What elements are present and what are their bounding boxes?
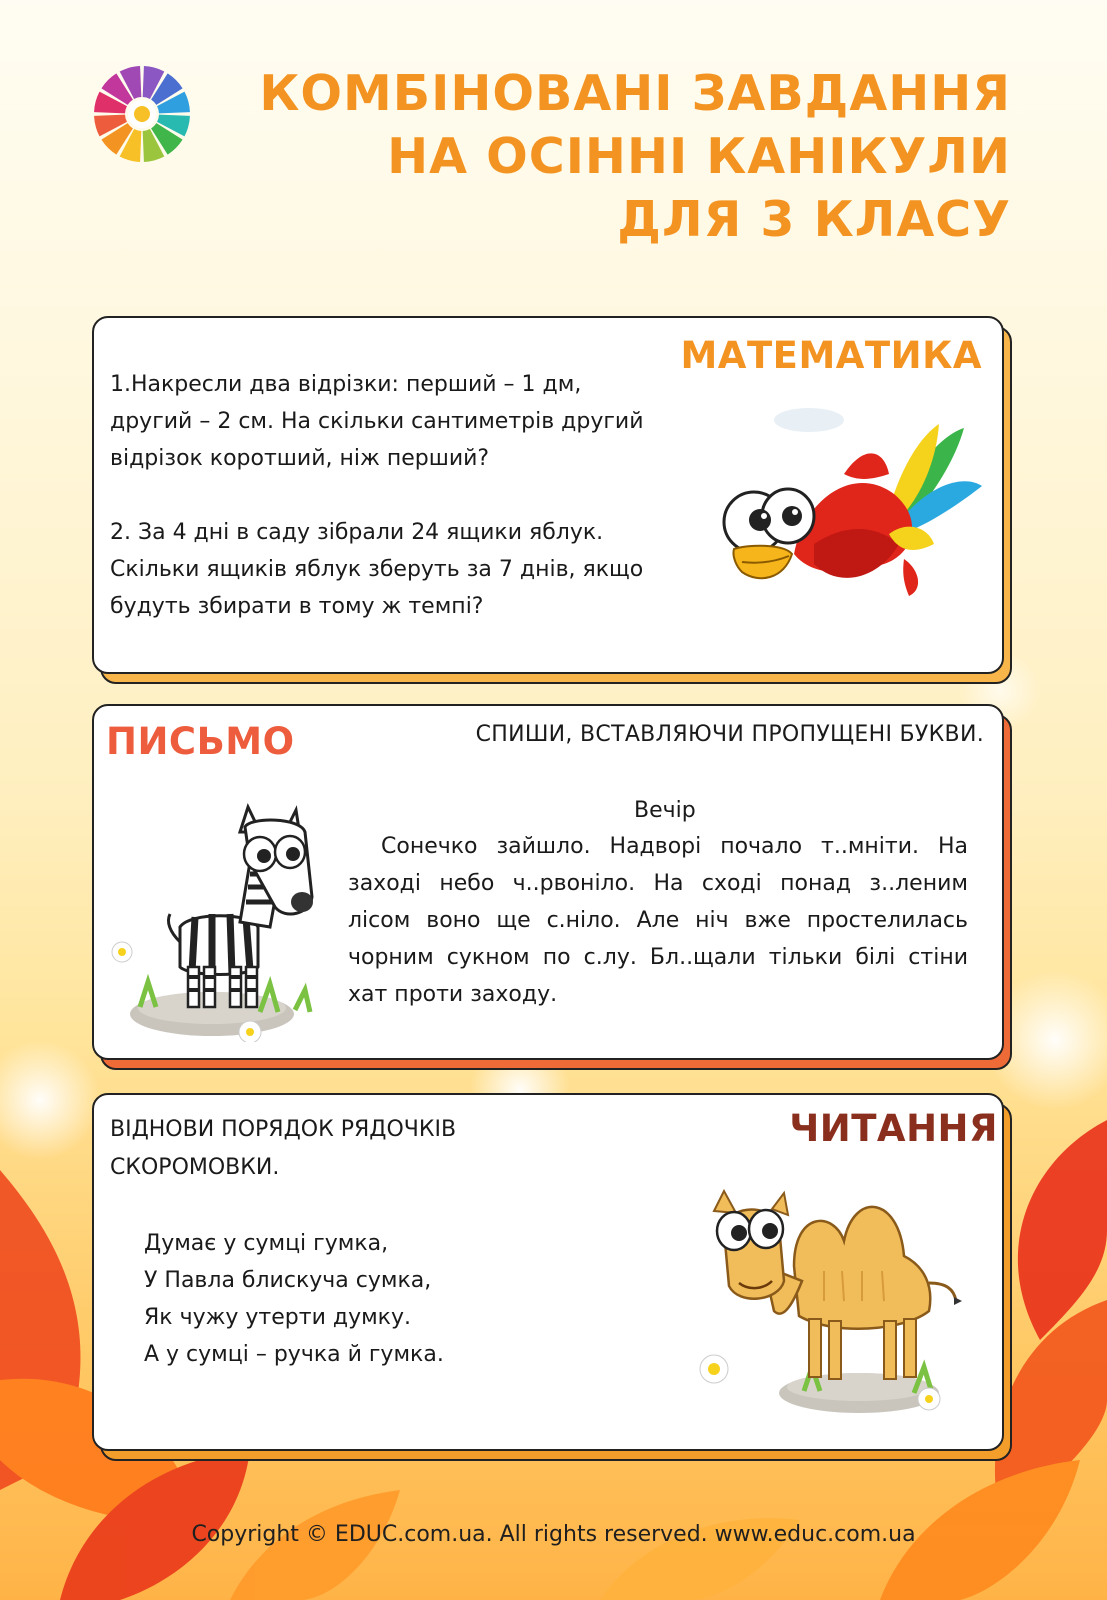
task-line: 2. За 4 дні в саду зібрали 24 ящики яблук.: [110, 520, 604, 545]
task-line: другий – 2 см. На скільки сантиметрів другий: [110, 409, 644, 434]
task-line: 1.Накресли два відрізки: перший – 1 дм,: [110, 372, 582, 397]
title-line-2: НА ОСІННІ КАНІКУЛИ: [387, 128, 1011, 185]
instruction-line: СКОРОМОВКИ.: [110, 1155, 280, 1180]
passage-text: [348, 828, 968, 1013]
poem-line: У Павла блискуча сумка,: [144, 1268, 432, 1293]
page-title: [259, 62, 1011, 251]
reading-card-body: [92, 1093, 1004, 1451]
poem-line: А у сумці – ручка й гумка.: [144, 1342, 444, 1367]
title-line-1: КОМБІНОВАНІ ЗАВДАННЯ: [259, 65, 1011, 122]
task-line: Скільки ящиків яблук зберуть за 7 днів, якщо: [110, 557, 644, 582]
writing-card-body: [92, 704, 1004, 1060]
camel-icon: [684, 1171, 984, 1421]
zebra-icon: [100, 802, 340, 1042]
passage-title: Вечір: [634, 798, 696, 823]
parrot-icon: [714, 404, 984, 604]
color-wheel-logo-icon: [92, 64, 192, 164]
poem-line: Як чужу утерти думку.: [144, 1305, 411, 1330]
writing-card: [92, 704, 1004, 1060]
writing-subject-heading: ПИСЬМО: [106, 720, 295, 763]
math-subject-heading: МАТЕМАТИКА: [680, 334, 982, 377]
math-task-2: [110, 514, 643, 625]
tongue-twister-poem: [144, 1225, 444, 1373]
math-task-1: [110, 366, 644, 477]
reading-subject-heading: ЧИТАННЯ: [789, 1107, 998, 1150]
instruction-line: ВІДНОВИ ПОРЯДОК РЯДОЧКІВ: [110, 1117, 457, 1142]
task-line: відрізок коротший, ніж перший?: [110, 446, 490, 471]
title-line-3: ДЛЯ 3 КЛАСУ: [617, 191, 1011, 248]
reading-instruction: [110, 1111, 456, 1187]
writing-passage: [348, 828, 968, 1013]
writing-instruction: СПИШИ, ВСТАВЛЯЮЧИ ПРОПУЩЕНІ БУКВИ.: [475, 722, 984, 747]
passage-body: Сонечко зайшло. Надворі почало т..мніти. На заході небо ч..рвоніло. На сході понад з..леним лісом воно ще с.ніло. Але ніч вже простелилась чорним сукном по с.лу. Бл..щали тільки білі стіни хат проти заходу.: [348, 834, 968, 1007]
task-line: будуть збирати в тому ж темпі?: [110, 594, 484, 619]
math-card: [92, 316, 1004, 674]
poem-line: Думає у сумці гумка,: [144, 1231, 389, 1256]
copyright-footer: Copyright © EDUC.com.ua. All rights reserved. www.educ.com.ua: [191, 1522, 916, 1547]
reading-card: [92, 1093, 1004, 1451]
math-card-body: [92, 316, 1004, 674]
